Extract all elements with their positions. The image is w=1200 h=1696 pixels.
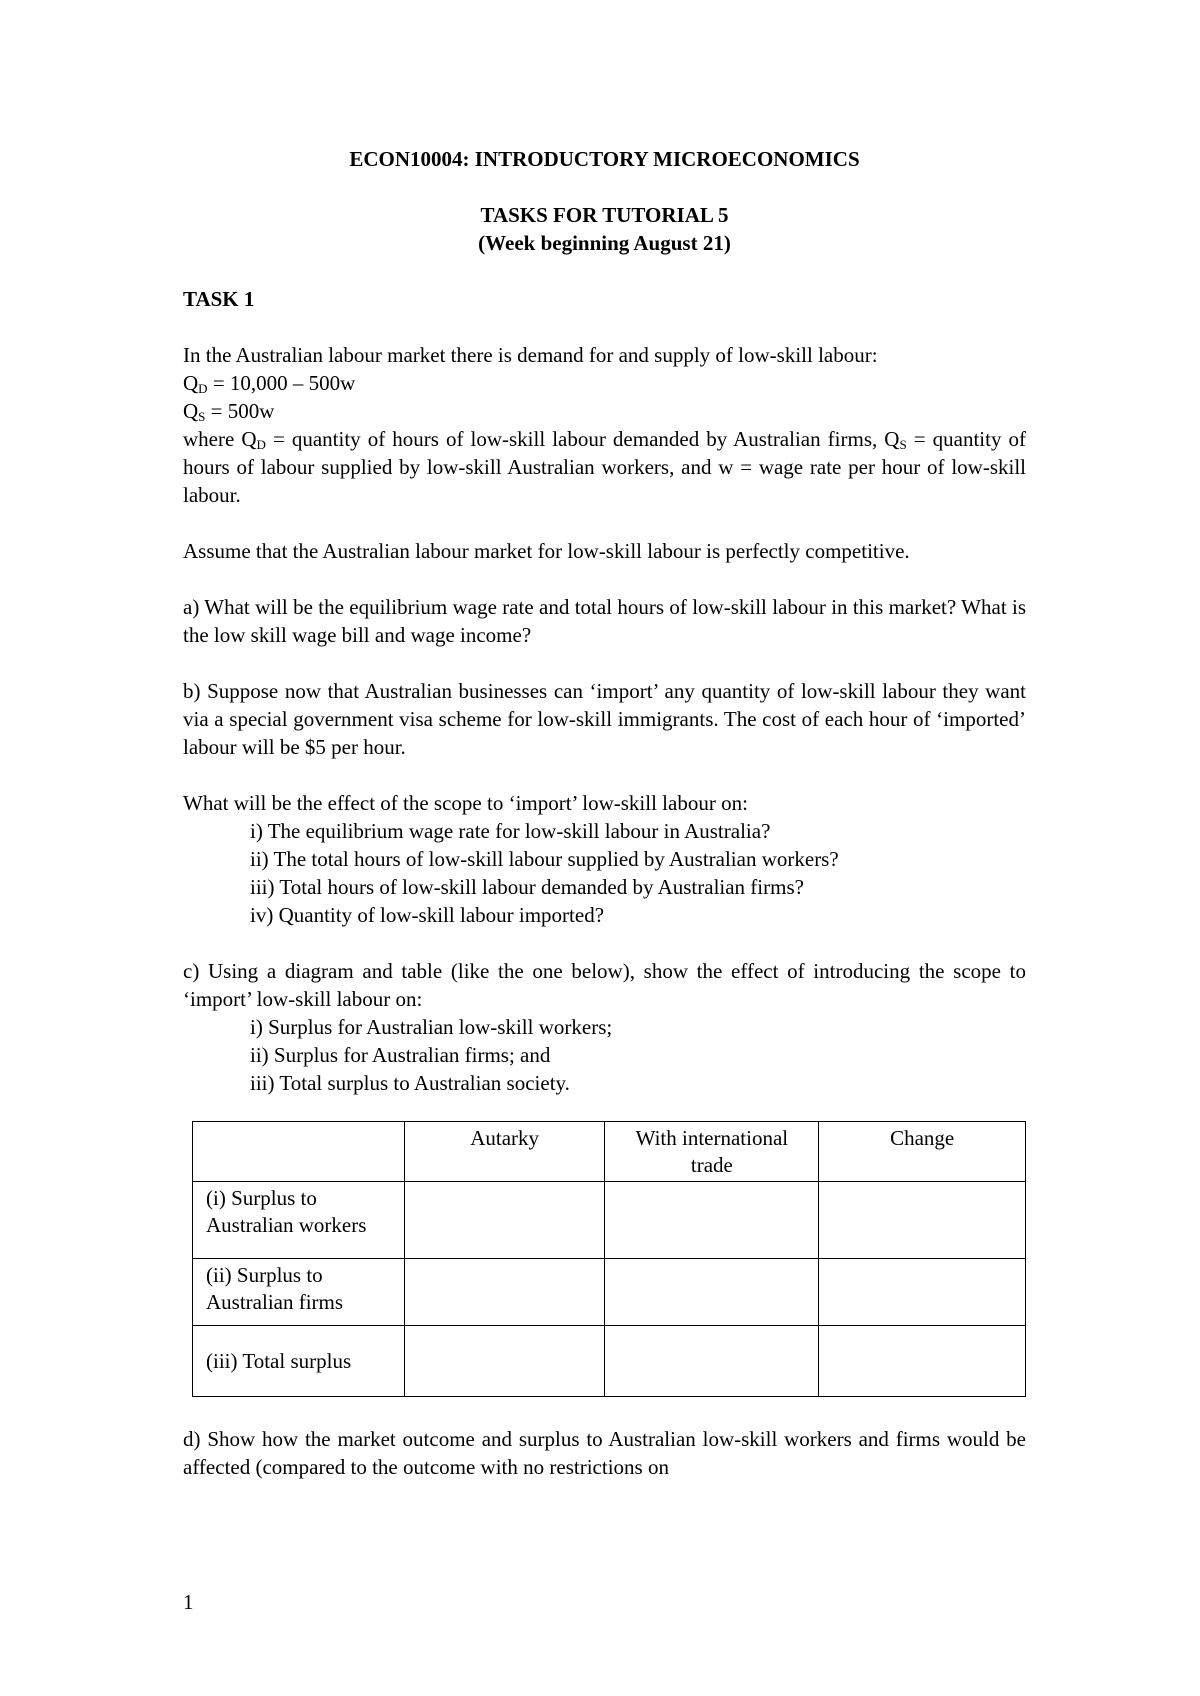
table-cell (819, 1259, 1026, 1326)
table-cell (404, 1182, 605, 1259)
table-cell (605, 1326, 819, 1397)
table-cell (819, 1326, 1026, 1397)
question-b: b) Suppose now that Australian businesses can ‘import’ any quantity of low-skill labour they want via a special government visa scheme for low-skill immigrants. The cost of each hour of ‘imported’ labour will be $5 per hour. (183, 679, 1026, 759)
supply-equation: $Q_S = 500w$ (183, 399, 275, 424)
question-d: d) Show how the market outcome and surplus to Australian low-skill workers and firms would be affected (compared to the outcome with no restrictions on (183, 1427, 1026, 1479)
table-cell (605, 1259, 819, 1326)
tutorial-title: TASKS FOR TUTORIAL 5 (480, 203, 729, 227)
table-header-cell: Autarky (404, 1122, 605, 1182)
table-row (193, 1182, 1026, 1259)
surplus-item: i) Surplus for Australian low-skill workers; (250, 1015, 613, 1039)
row-label: (iii) Total surplus (193, 1326, 405, 1397)
week-subtitle: (Week beginning August 21) (478, 231, 731, 255)
table-header-cell: Change (819, 1122, 1026, 1182)
table-cell (404, 1259, 605, 1326)
row-label: (i) Surplus to Australian workers (193, 1182, 405, 1259)
question-a: a) What will be the equilibrium wage rate and total hours of low-skill labour in this market? What is the low skill wage bill and wage income? (183, 595, 1026, 647)
surplus-item: ii) Surplus for Australian firms; and (250, 1043, 551, 1067)
surplus-table (192, 1121, 1026, 1397)
effect-item: iv) Quantity of low-skill labour imported? (250, 903, 605, 927)
task-heading: TASK 1 (183, 287, 255, 311)
effect-item: ii) The total hours of low-skill labour supplied by Australian workers? (250, 847, 839, 871)
table-cell (605, 1182, 819, 1259)
page-number: 1 (183, 1590, 194, 1614)
demand-equation: $Q_D = 10,000 - 500w$ (183, 371, 356, 396)
row-label: (ii) Surplus to Australian firms (193, 1259, 405, 1326)
effect-item: i) The equilibrium wage rate for low-skill labour in Australia? (250, 819, 771, 843)
table-header-row (193, 1122, 1026, 1182)
intro-text: In the Australian labour market there is demand for and supply of low-skill labour: (183, 343, 878, 367)
course-title: ECON10004: INTRODUCTORY MICROECONOMICS (349, 147, 860, 171)
table-cell (404, 1326, 605, 1397)
definitions-text: where $Q_D$ = quantity of hours of low-skill labour demanded by Australian firms, $Q_S$ = quantity of hours of labour supplied by low-skill Australian workers, and w = wage rate per hour of low-skill labour. (183, 427, 1026, 507)
table-row (193, 1326, 1026, 1397)
surplus-item: iii) Total surplus to Australian society. (250, 1071, 570, 1095)
assumption-text: Assume that the Australian labour market for low-skill labour is perfectly competitive. (183, 539, 910, 563)
question-c: c) Using a diagram and table (like the one below), show the effect of introducing the scope to ‘import’ low-skill labour on: (183, 959, 1026, 1011)
table-row (193, 1259, 1026, 1326)
document-page (183, 145, 1026, 1481)
table-header-cell (193, 1122, 405, 1182)
effect-intro: What will be the effect of the scope to ‘import’ low-skill labour on: (183, 791, 748, 815)
effect-item: iii) Total hours of low-skill labour demanded by Australian firms? (250, 875, 804, 899)
table-header-cell: With international trade (605, 1122, 819, 1182)
table-cell (819, 1182, 1026, 1259)
